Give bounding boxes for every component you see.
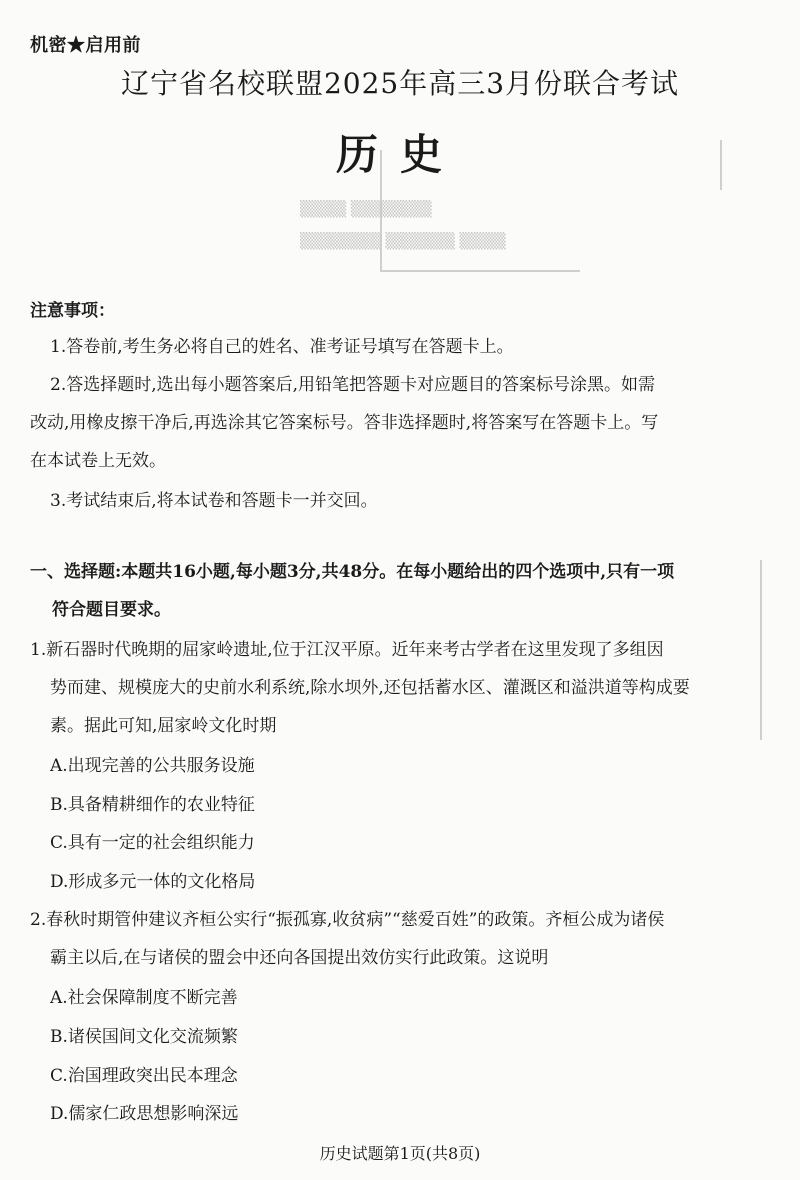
q1-option-c: C.具有一定的社会组织能力 [50,833,255,853]
notes-item-2-line-1: 2.答选择题时,选出每小题答案后,用铅笔把答题卡对应题目的答案标号涂黑。如需 [50,375,656,395]
bleed-through-line [380,270,580,272]
q2-option-c: C.治国理政突出民本理念 [50,1066,238,1086]
notes-item-1: 1.答卷前,考生务必将自己的姓名、准考证号填写在答题卡上。 [50,337,514,357]
section-1-heading: 一、选择题:本题共16小题,每小题3分,共48分。在每小题给出的四个选项中,只有一项 [30,562,675,582]
notes-item-2-line-3: 在本试卷上无效。 [30,451,166,471]
q1-stem-line-3: 素。据此可知,屈家岭文化时期 [50,716,277,736]
notes-label: 注意事项： [30,301,115,321]
q1-stem-line-1: 1.新石器时代晚期的屈家岭遗址,位于江汉平原。近年来考古学者在这里发现了多组因 [30,640,664,660]
page-footer: 历史试题第1页(共8页) [319,1144,481,1163]
bleed-through-text: ▒▒▒▒▒▒▒ ▒▒▒▒▒▒ ▒▒▒▒ [300,232,506,250]
section-1-heading-cont: 符合题目要求。 [52,600,171,620]
secret-mark: 机密★启用前 [30,35,141,56]
q2-option-a: A.社会保障制度不断完善 [50,988,238,1008]
subject-title: 历史 [335,130,464,179]
notes-item-3: 3.考试结束后,将本试卷和答题卡一并交回。 [50,491,378,511]
q1-option-b: B.具备精耕细作的农业特征 [50,795,255,815]
q1-option-d: D.形成多元一体的文化格局 [50,872,256,892]
q2-stem-line-2: 霸主以后,在与诸侯的盟会中还向各国提出效仿实行此政策。这说明 [50,948,549,968]
q1-option-a: A.出现完善的公共服务设施 [50,756,255,776]
exam-title: 辽宁省名校联盟2025年高三3月份联合考试 [120,67,680,100]
q2-option-d: D.儒家仁政思想影响深远 [50,1104,239,1124]
q1-stem-line-2: 势而建、规模庞大的史前水利系统,除水坝外,还包括蓄水区、灌溉区和溢洪道等构成要 [50,678,690,698]
bleed-through-line [760,560,762,740]
q2-option-b: B.诸侯国间文化交流频繁 [50,1027,238,1047]
notes-item-2-line-2: 改动,用橡皮擦干净后,再选涂其它答案标号。答非选择题时,将答案写在答题卡上。写 [30,413,659,433]
q2-stem-line-1: 2.春秋时期管仲建议齐桓公实行“振孤寡,收贫病”“慈爱百姓”的政策。齐桓公成为诸侯 [30,910,665,930]
bleed-through-text: ▒▒▒▒ ▒▒▒▒▒▒▒ [300,200,432,218]
